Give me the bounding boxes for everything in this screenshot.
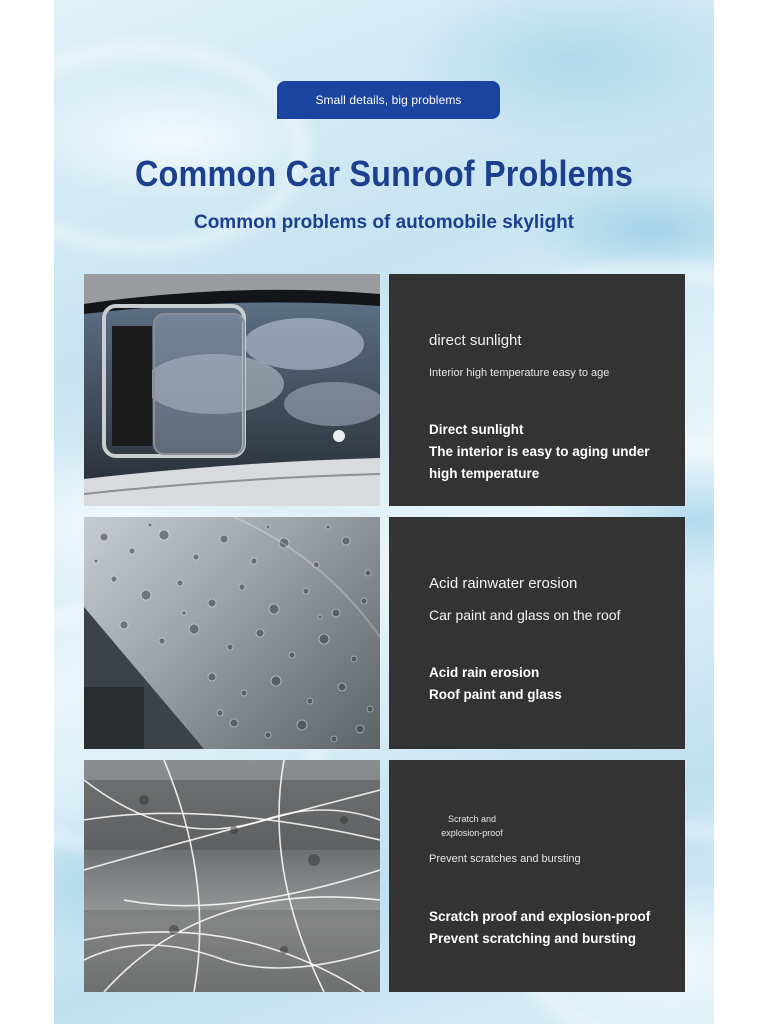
card-bold-text: Roof paint and glass	[429, 687, 562, 702]
card-caption: Prevent scratches and bursting	[429, 853, 581, 865]
car-sunroof-photo	[84, 274, 380, 506]
page-subtitle: Common problems of automobile skylight	[193, 212, 575, 233]
card-heading: direct sunlight	[429, 332, 522, 349]
cracked-glass-illustration	[84, 760, 380, 992]
problem-card-acid-rain	[389, 517, 685, 749]
cracked-glass-photo	[84, 760, 380, 992]
water-droplets-photo	[84, 517, 380, 749]
card-caption: Interior high temperature easy to age	[429, 367, 610, 379]
problem-card-sunlight	[389, 274, 685, 506]
card-bold-title: Direct sunlight	[429, 422, 524, 437]
problem-card-scratch	[389, 760, 685, 992]
card-heading: Acid rainwater erosion	[429, 575, 578, 592]
poster	[54, 0, 714, 1024]
page-title: Common Car Sunroof Problems	[134, 153, 634, 194]
car-sunroof-illustration	[84, 274, 380, 506]
card-bold-title: Acid rain erosion	[429, 665, 540, 680]
card-bold-title: Scratch proof and explosion-proof	[429, 909, 651, 924]
card-bold-text: The interior is easy to aging under high temperature	[429, 444, 650, 481]
water-droplets-illustration	[84, 517, 380, 749]
card-heading: Scratch and explosion-proof	[441, 814, 503, 838]
card-bold-text: Prevent scratching and bursting	[429, 931, 637, 946]
tagline-badge: Small details, big problems	[277, 81, 500, 119]
card-caption: Car paint and glass on the roof	[429, 607, 621, 623]
